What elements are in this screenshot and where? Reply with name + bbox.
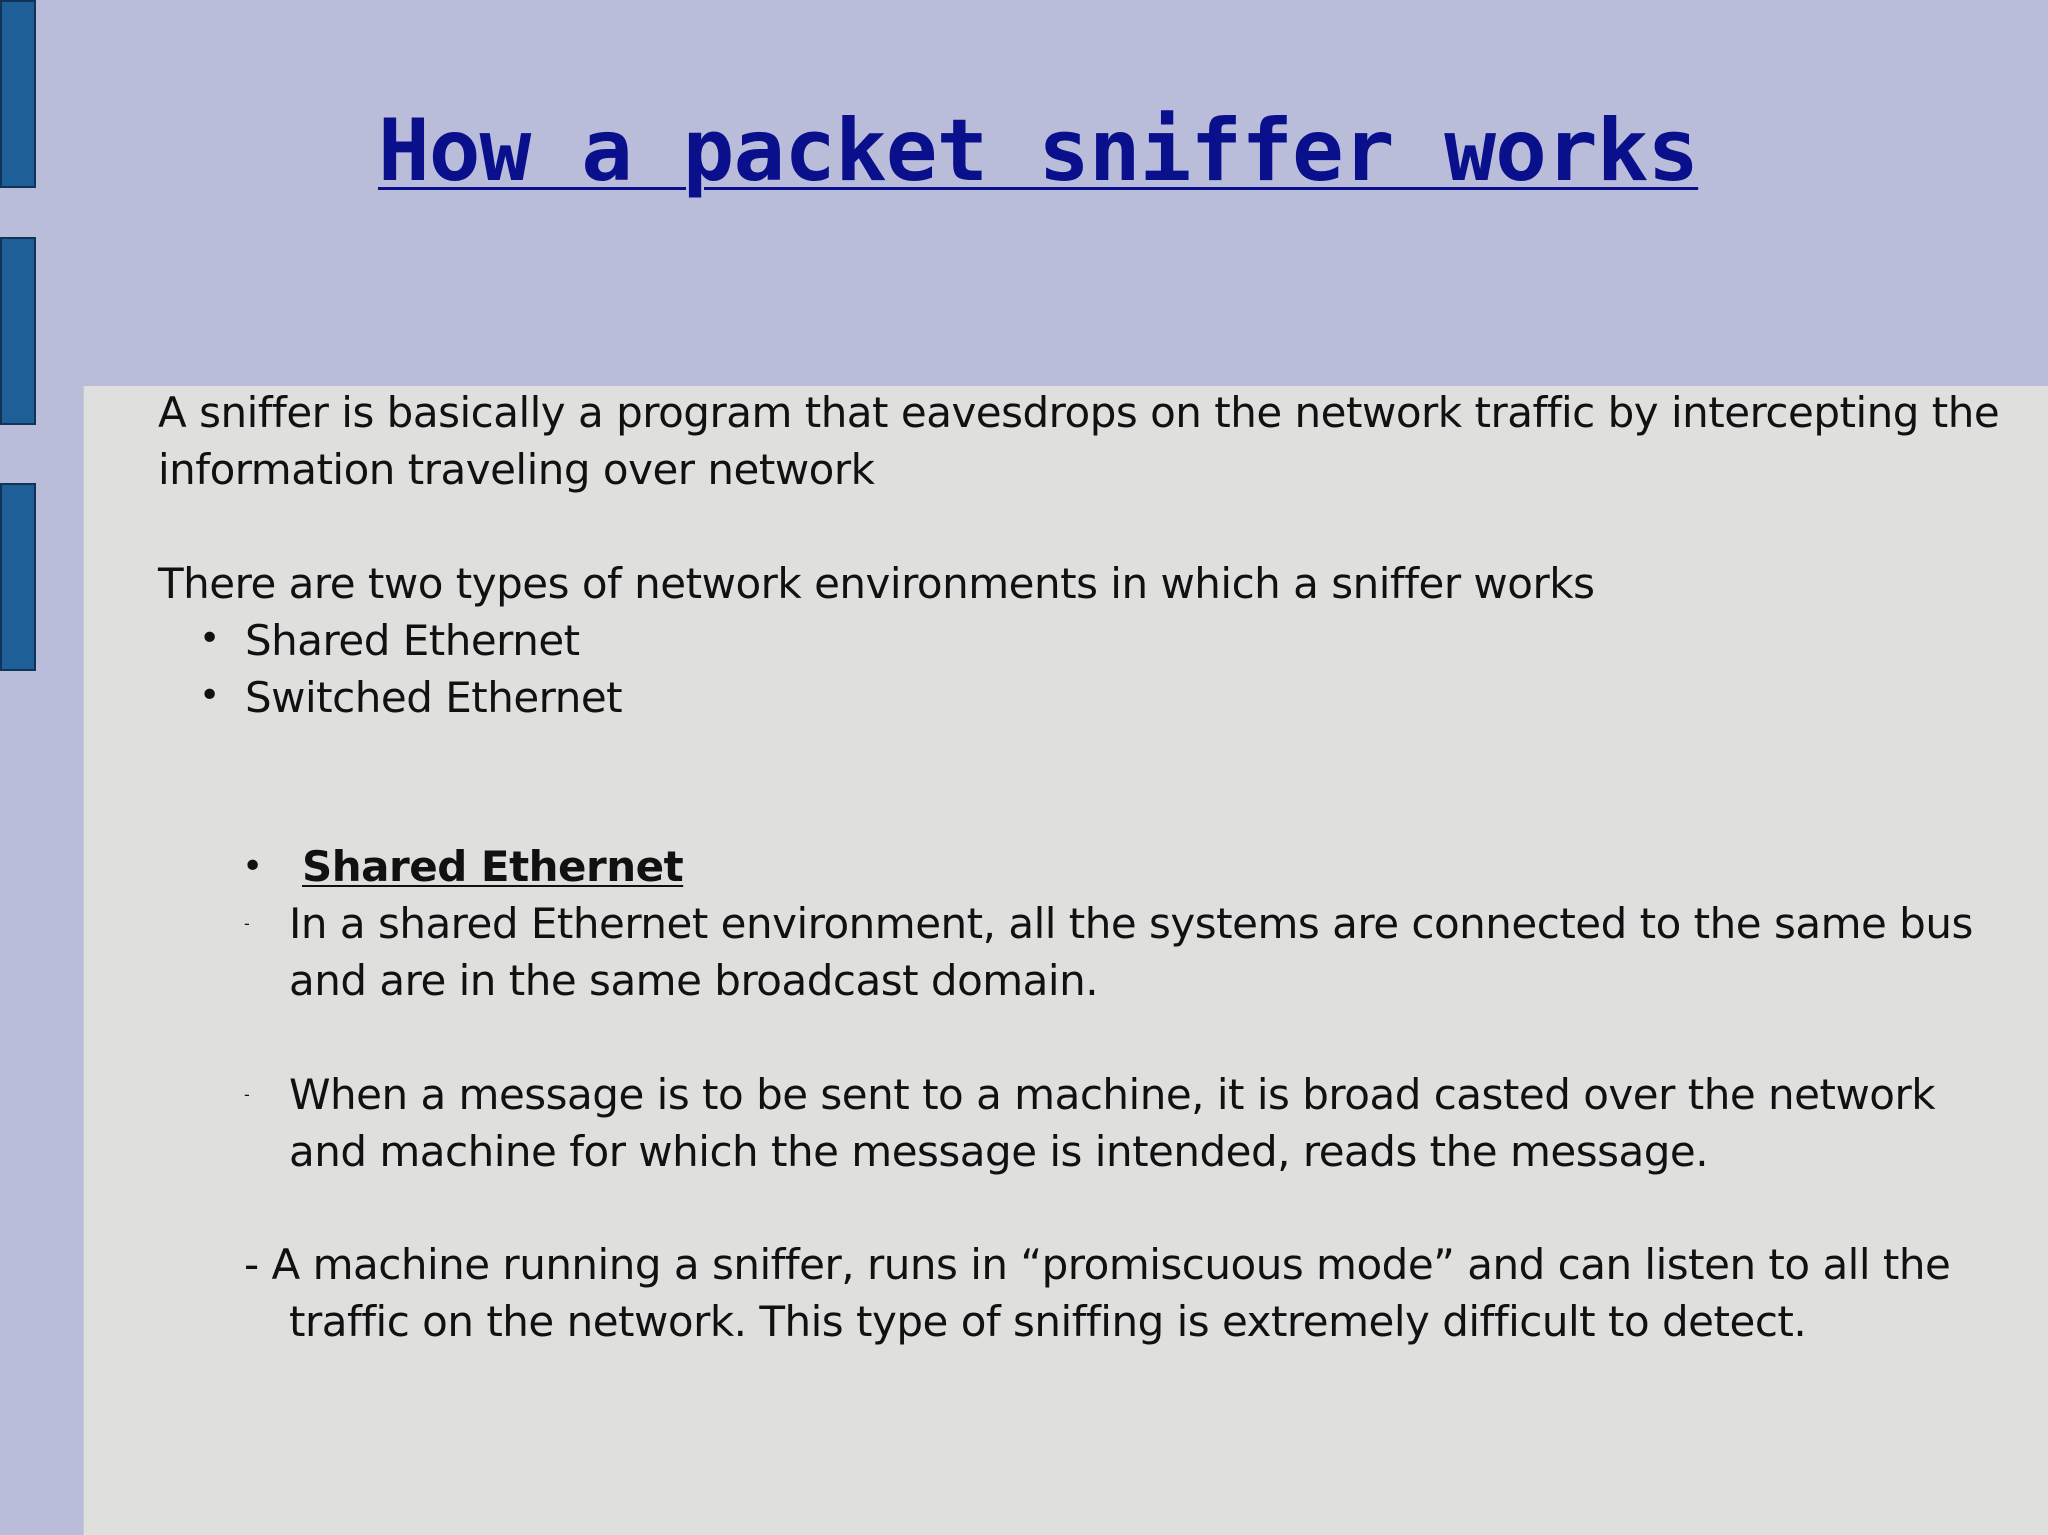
point-3-line-2: traffic on the network. This type of sniffing is extremely difficult to detect. <box>289 1297 1807 1346</box>
point-1-line-1: In a shared Ethernet environment, all the systems are connected to the same bus <box>289 899 1973 948</box>
intro-text-line-2: information traveling over network <box>158 445 875 494</box>
point-2-line-2: and machine for which the message is intended, reads the message. <box>289 1127 1709 1176</box>
point-2-line-1: When a message is to be sent to a machine, it is broad casted over the network <box>289 1070 1936 1119</box>
decorative-side-bar <box>0 0 36 188</box>
bullet-icon: • <box>199 675 221 716</box>
bullet-icon: • <box>242 846 264 887</box>
types-intro-text: There are two types of network environments in which a sniffer works <box>158 559 1595 608</box>
section-heading: Shared Ethernet <box>302 842 684 891</box>
intro-text-line-1: A sniffer is basically a program that eavesdrops on the network traffic by intercepting the <box>158 388 2000 437</box>
decorative-side-bar <box>0 237 36 425</box>
decorative-side-bar <box>0 483 36 671</box>
point-3-line-1: - A machine running a sniffer, runs in “promiscuous mode” and can listen to all the <box>244 1240 1951 1289</box>
slide-title: How a packet sniffer works <box>378 101 1699 201</box>
dash-icon: - <box>244 914 250 933</box>
point-1-line-2: and are in the same broadcast domain. <box>289 956 1099 1005</box>
type-item-shared-ethernet: Shared Ethernet <box>245 616 580 665</box>
type-item-switched-ethernet: Switched Ethernet <box>245 673 623 722</box>
bullet-icon: • <box>199 618 221 659</box>
dash-icon: - <box>244 1085 250 1104</box>
